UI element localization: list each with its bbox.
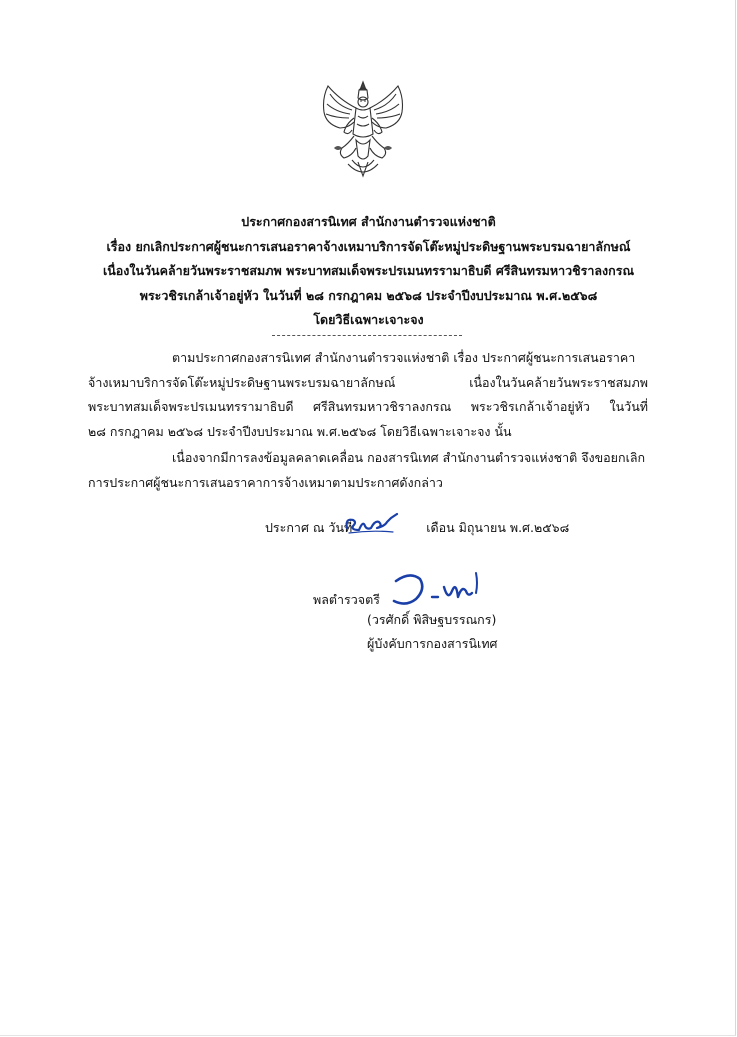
announce-month: เดือน มิถุนายน พ.ศ.๒๕๖๘ (426, 520, 570, 535)
header-divider (272, 335, 462, 336)
paragraph-line: จ้างเหมาบริการจัดโต๊ะหมู่ประดิษฐานพระบรมฉายาลักษณ์ เนื่องในวันคล้ายวันพระราชสมภพ (88, 374, 648, 390)
paragraph-reference (88, 346, 648, 444)
announcement-date (265, 518, 569, 538)
signatory-rank: พลตำรวจตรี (313, 592, 380, 607)
paragraph-line: ตามประกาศกองสารนิเทศ สำนักงานตำรวจแห่งชาติ เรื่อง ประกาศผู้ชนะการเสนอราคา (172, 350, 636, 365)
header-agency-line: ประกาศกองสารนิเทศ สำนักงานตำรวจแห่งชาติ (241, 214, 496, 229)
paragraph-line: การประกาศผู้ชนะการเสนอราคาการจ้างเหมาตามประกาศดังกล่าว (88, 474, 443, 490)
header-subject-line: เรื่อง ยกเลิกประกาศผู้ชนะการเสนอราคาจ้างเหมาบริการจัดโต๊ะหมู่ประดิษฐานพระบรมฉายาลักษณ์ (106, 238, 631, 254)
handwritten-signature (386, 567, 486, 609)
paragraph-cancellation (88, 446, 648, 495)
handwritten-day (341, 508, 401, 536)
header-subject-line-3: พระวชิรเกล้าเจ้าอยู่หัว ในวันที่ ๒๘ กรกฎาคม ๒๕๖๘ ประจำปีงบประมาณ พ.ศ.๒๕๖๘ (139, 287, 598, 303)
paragraph-line: ๒๘ กรกฎาคม ๒๕๖๘ ประจำปีงบประมาณ พ.ศ.๒๕๖๘ โดยวิธีเฉพาะเจาะจง นั้น (88, 423, 512, 439)
header-method-line: โดยวิธีเฉพาะเจาะจง (313, 312, 424, 327)
document-header (40, 210, 697, 333)
header-subject-line-2: เนื่องในวันคล้ายวันพระราชสมภพ พระบาทสมเด็จพระปรเมนทรรามาธิบดี ศรีสินทรมหาวชิราลงกรณ (102, 263, 635, 278)
signatory-position: ผู้บังคับการกองสารนิเทศ (367, 636, 498, 651)
paragraph-line: เนื่องจากมีการลงข้อมูลคลาดเคลื่อน กองสารนิเทศ สำนักงานตำรวจแห่งชาติ จึงขอยกเลิก (172, 450, 646, 465)
announce-prefix: ประกาศ ณ วันที่ (265, 520, 353, 535)
signatory-name: (วรศักดิ์ พิสิษฐบรรณกร) (367, 612, 497, 627)
garuda-emblem-icon (318, 78, 408, 180)
paragraph-line: พระบาทสมเด็จพระปรเมนทรรามาธิบดี ศรีสินทรมหาวชิราลงกรณ พระวชิรเกล้าเจ้าอยู่หัว ในวันที่ (88, 399, 648, 414)
